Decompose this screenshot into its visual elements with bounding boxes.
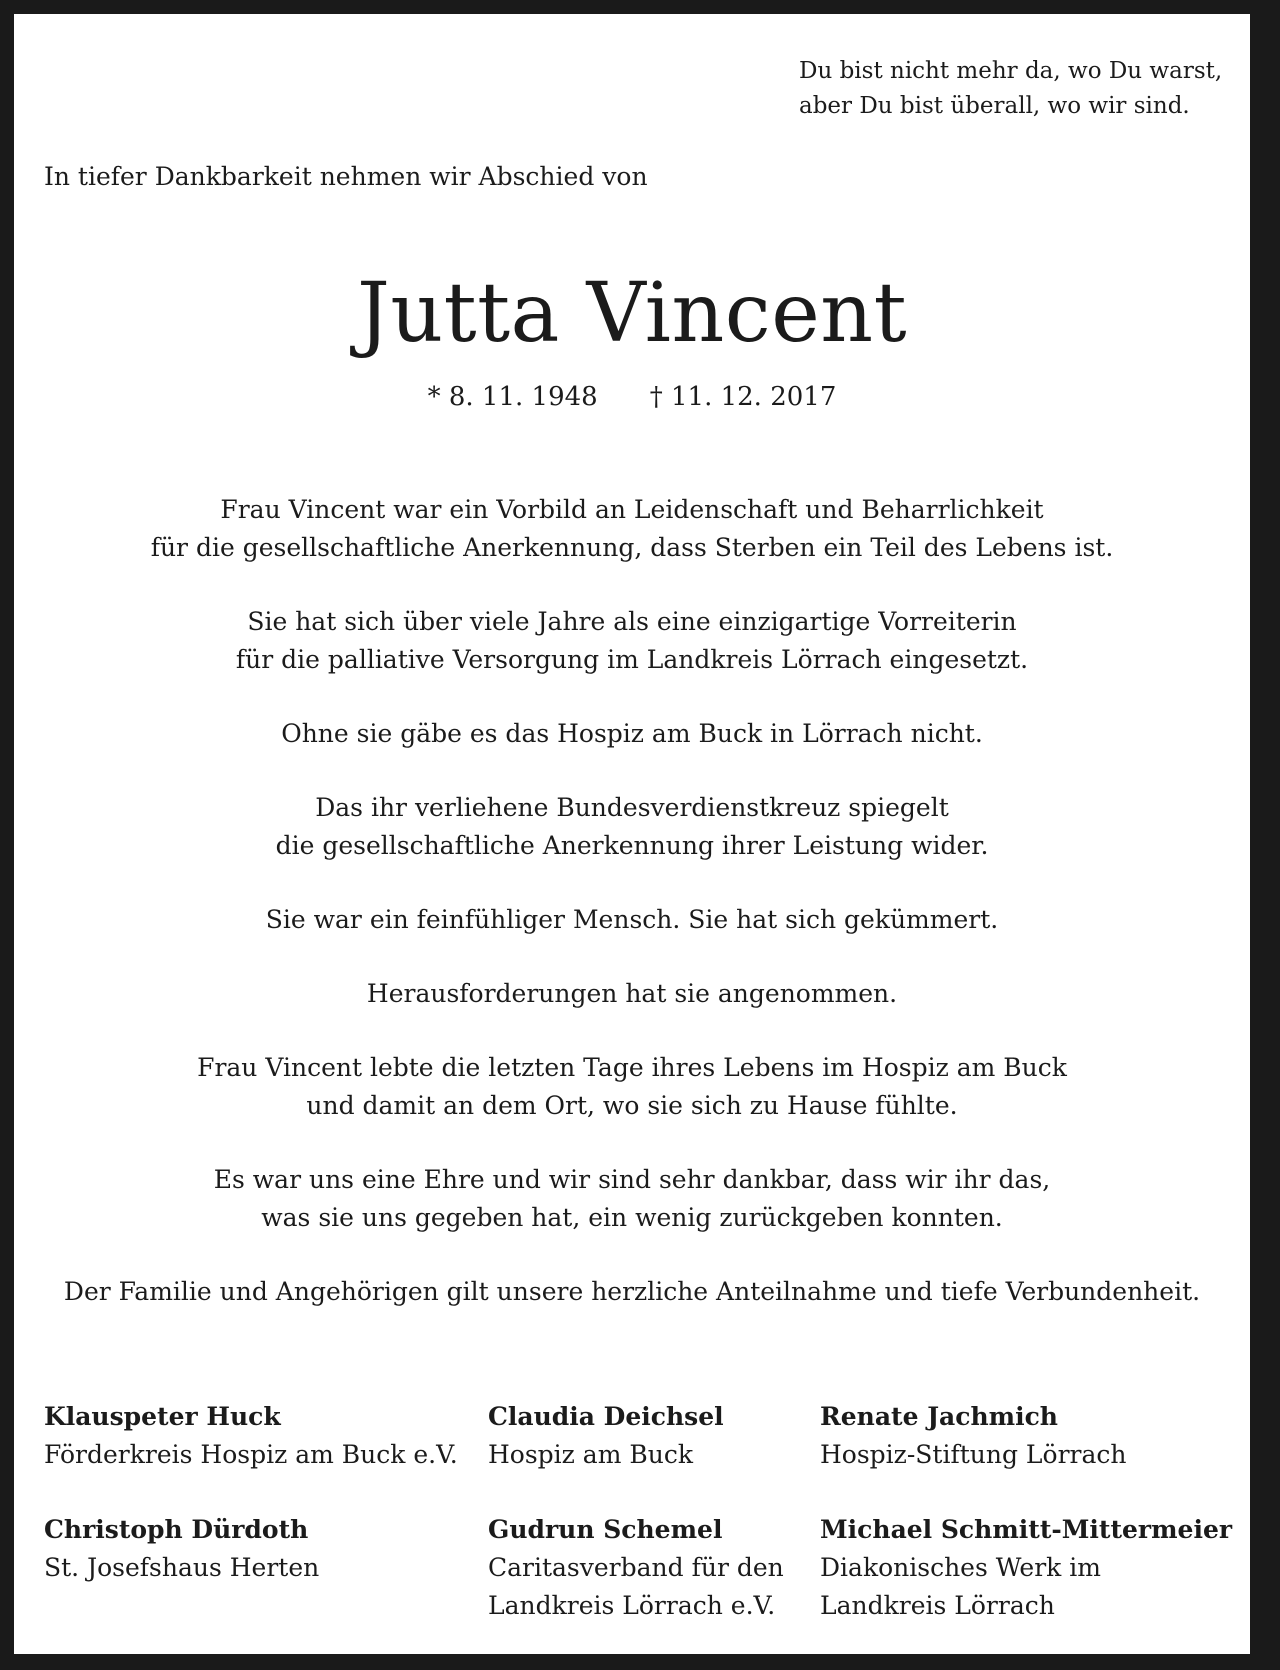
paragraph-line: für die gesellschaftliche Anerkennung, dass Sterben ein Teil des Lebens ist.: [150, 533, 1114, 562]
motto-quote: [799, 54, 1222, 124]
intro-line: In tiefer Dankbarkeit nehmen wir Abschied von: [44, 162, 648, 191]
paragraph: [14, 789, 1250, 865]
paragraph-line: und damit an dem Ort, wo sie sich zu Hause fühlte.: [306, 1091, 958, 1120]
paragraph-line: Herausforderungen hat sie angenommen.: [366, 979, 898, 1008]
signatory-organization: Landkreis Lörrach e.V.: [488, 1591, 776, 1620]
paragraph-line: für die palliative Versorgung im Landkreis Lörrach eingesetzt.: [235, 645, 1029, 674]
signatory: [44, 1398, 458, 1474]
paragraph-line: Es war uns eine Ehre und wir sind sehr dankbar, dass wir ihr das,: [213, 1165, 1051, 1194]
signatory-name: Gudrun Schemel: [488, 1515, 723, 1544]
motto-line: aber Du bist überall, wo wir sind.: [799, 93, 1190, 119]
signatory-name: Michael Schmitt-Mittermeier: [820, 1515, 1233, 1544]
paragraph-line: Frau Vincent lebte die letzten Tage ihres Lebens im Hospiz am Buck: [197, 1053, 1067, 1082]
signatory-name: Claudia Deichsel: [488, 1402, 724, 1431]
signatory: [488, 1511, 784, 1625]
condolence-line: [14, 1273, 1250, 1311]
signatory: [44, 1511, 319, 1587]
birth-date: * 8. 11. 1948: [427, 382, 598, 412]
paragraph-line: Frau Vincent war ein Vorbild an Leidenschaft und Beharrlichkeit: [220, 495, 1044, 524]
signatory-organization: Förderkreis Hospiz am Buck e.V.: [44, 1440, 458, 1469]
signatory-organization: Hospiz-Stiftung Lörrach: [820, 1440, 1127, 1469]
signatory-organization: Hospiz am Buck: [488, 1440, 693, 1469]
signatory: [820, 1398, 1126, 1474]
signatory: [488, 1398, 724, 1474]
signatory-name: Klauspeter Huck: [44, 1402, 281, 1431]
life-dates: [14, 382, 1250, 412]
paragraph: [14, 715, 1250, 753]
paragraph: [14, 975, 1250, 1013]
paragraph: [14, 1161, 1250, 1237]
paragraph: [14, 491, 1250, 567]
death-date: † 11. 12. 2017: [649, 382, 837, 412]
paragraph-line: Sie hat sich über viele Jahre als eine einzigartige Vorreiterin: [247, 607, 1017, 636]
signatory-organization: Caritasverband für den: [488, 1553, 784, 1582]
signatory: [820, 1511, 1232, 1625]
signatory-name: Christoph Dürdoth: [44, 1515, 309, 1544]
paragraph-line: Das ihr verliehene Bundesverdienstkreuz spiegelt: [315, 793, 949, 822]
deceased-name: Jutta Vincent: [356, 266, 908, 361]
signatory-name: Renate Jachmich: [820, 1402, 1058, 1431]
signatory-organization: Diakonisches Werk im: [820, 1553, 1101, 1582]
signatory-organization: Landkreis Lörrach: [820, 1591, 1055, 1620]
paragraph-line: Ohne sie gäbe es das Hospiz am Buck in Lörrach nicht.: [281, 719, 983, 748]
paragraph: [14, 1049, 1250, 1125]
signatory-organization: St. Josefshaus Herten: [44, 1553, 320, 1582]
tribute-text: [14, 491, 1250, 1347]
motto-line: Du bist nicht mehr da, wo Du warst,: [799, 58, 1223, 84]
paragraph-line: Sie war ein feinfühliger Mensch. Sie hat sich gekümmert.: [265, 905, 999, 934]
paragraph-line: die gesellschaftliche Anerkennung ihrer Leistung wider.: [275, 831, 989, 860]
paragraph-line: Der Familie und Angehörigen gilt unsere herzliche Anteilnahme und tiefe Verbundenheit.: [63, 1277, 1201, 1306]
paragraph: [14, 603, 1250, 679]
paragraph-line: was sie uns gegeben hat, ein wenig zurückgeben konnten.: [261, 1203, 1003, 1232]
obituary-notice: [14, 14, 1250, 1654]
paragraph: [14, 901, 1250, 939]
